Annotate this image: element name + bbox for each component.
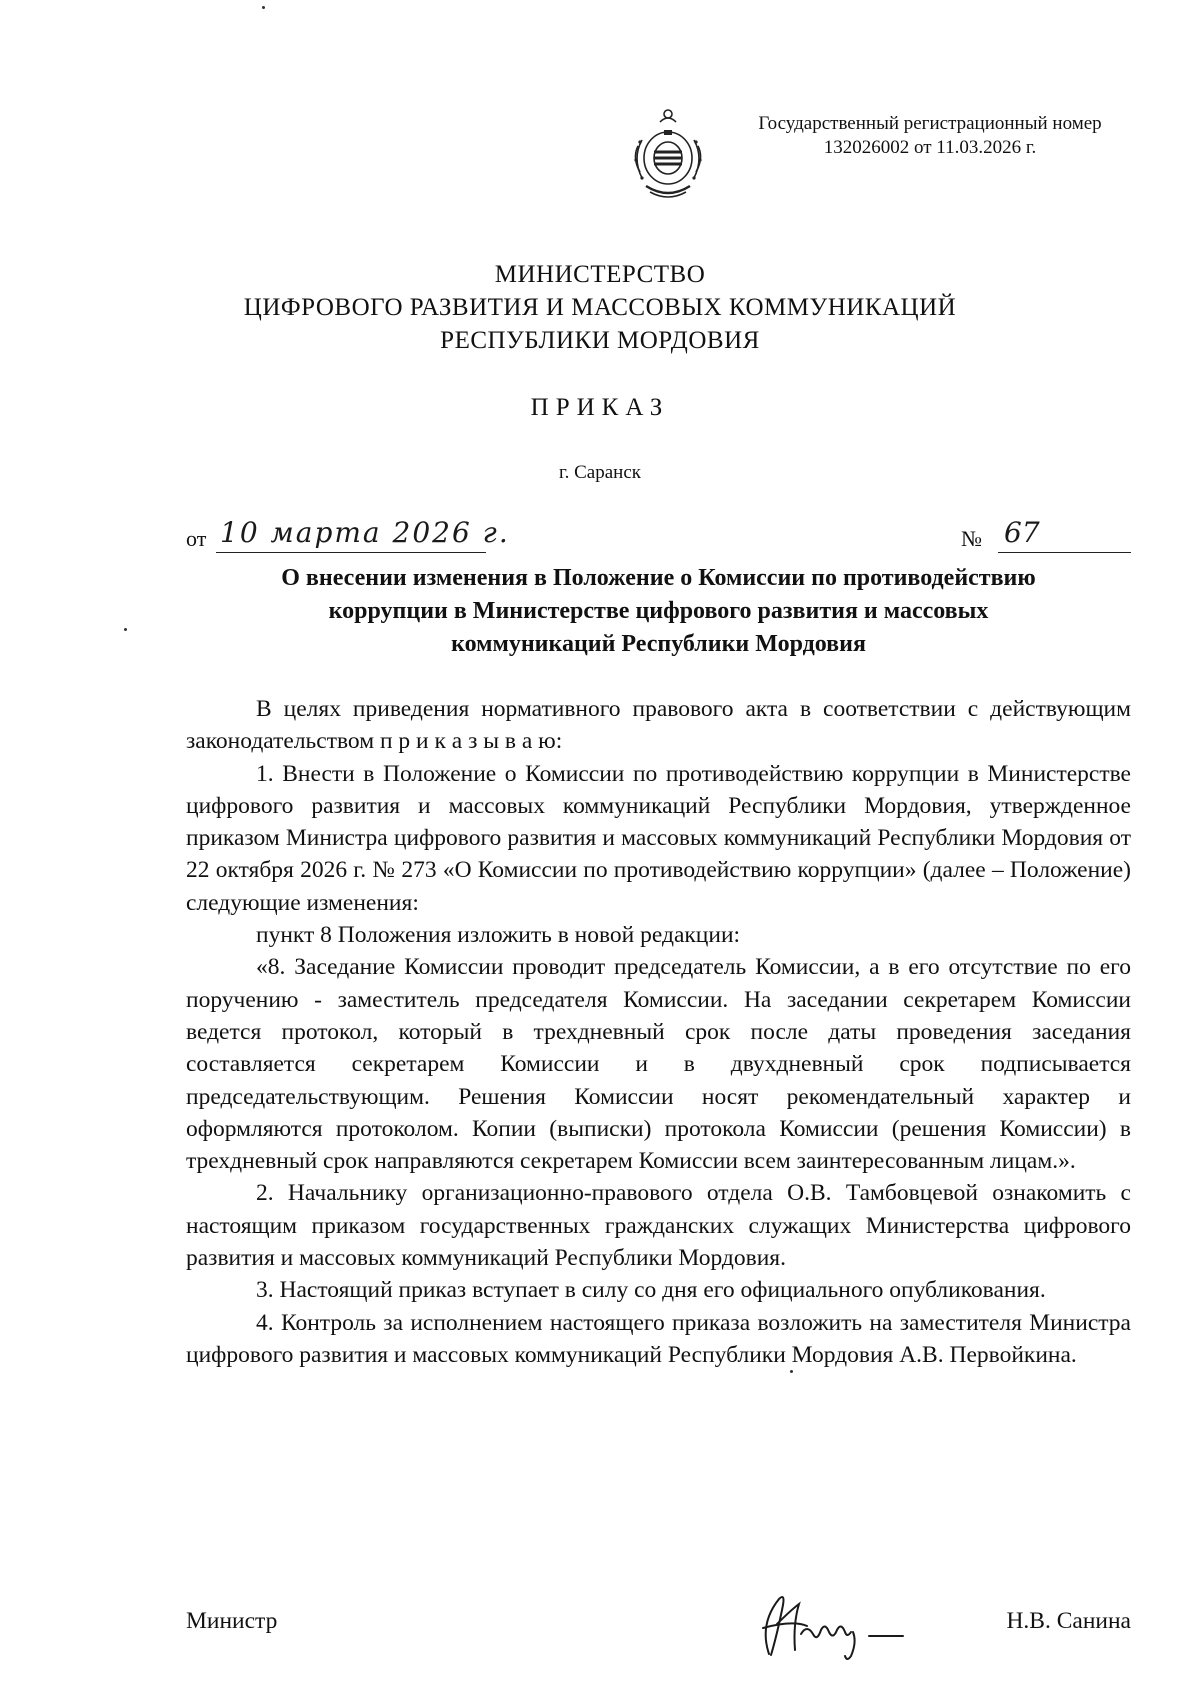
ministry-line-3: РЕСПУБЛИКИ МОРДОВИЯ: [440, 327, 760, 354]
registration-number-block: [720, 112, 1140, 160]
document-type: ПРИКАЗ: [530, 394, 670, 421]
signer-position: Министр: [186, 1608, 278, 1634]
number-label: №: [961, 526, 982, 551]
paragraph-item-4: 4. Контроль за исполнением настоящего приказа возложить на заместителя Министра цифрового развития и массовых коммуникаций Республики Мордовия А.В. Первойкина.: [186, 1309, 1131, 1368]
paragraph-clause-intro: пункт 8 Положения изложить в новой редакции:: [256, 922, 741, 949]
number-underline: [998, 552, 1131, 553]
title-line-2: коррупции в Министерстве цифрового развития и массовых: [328, 598, 989, 624]
scan-speck: [262, 6, 265, 9]
handwritten-date: 10 марта 2026 г.: [220, 516, 510, 549]
document-city: г. Саранск: [558, 462, 642, 483]
document-body: [186, 693, 1131, 1371]
paragraph-item-2: 2. Начальнику организационно-правового отдела О.В. Тамбовцевой ознакомить с настоящим приказом государственных гражданских служащих Министерства цифрового развития и массовых коммуникаций Республики Мордовия.: [186, 1180, 1131, 1272]
scan-speck: [124, 628, 127, 631]
signer-name: Н.В. Санина: [1006, 1608, 1131, 1634]
registration-line-1: Государственный регистрационный номер: [758, 113, 1102, 134]
paragraph-preamble: В целях приведения нормативного правового акта в соответствии с действующим законодательством п р и к а з ы в а ю:: [186, 696, 1131, 755]
date-number-row: [186, 516, 1131, 556]
title-line-1: О внесении изменения в Положение о Комиссии по противодействию: [281, 565, 1036, 591]
paragraph-item-1: 1. Внести в Положение о Комиссии по противодействию коррупции в Министерстве цифрового развития и массовых коммуникаций Республики Мордовия, утвержденное приказом Министра цифрового развития и массовых коммуникаций Республики Мордовия от 22 октября 2026 г. № 273 «О Комиссии по противодействию коррупции» (далее – Положение) следующие изменения:: [186, 760, 1131, 916]
ministry-line-2: ЦИФРОВОГО РАЗВИТИЯ И МАССОВЫХ КОММУНИКАЦИЙ: [243, 294, 957, 321]
signature-block: [186, 1594, 1131, 1664]
ministry-heading: [0, 258, 1200, 357]
date-label: от: [186, 526, 207, 551]
paragraph-item-3: 3. Настоящий приказ вступает в силу со дня его официального опубликования.: [256, 1277, 1046, 1304]
registration-line-2: 132026002 от 11.03.2026 г.: [823, 137, 1037, 158]
scan-speck: [790, 1370, 793, 1373]
ministry-line-1: МИНИСТЕРСТВО: [494, 261, 706, 288]
handwritten-signature: [741, 1584, 931, 1664]
coat-of-arms-icon: [620, 100, 716, 210]
handwritten-number: 67: [1004, 516, 1040, 549]
document-title: [186, 562, 1131, 661]
title-line-3: коммуникаций Республики Мордовия: [451, 631, 866, 657]
paragraph-clause-8: «8. Заседание Комиссии проводит председатель Комиссии, а в его отсутствие по его поручению - заместитель председателя Комиссии. На заседании секретарем Комиссии ведется протокол, который в трехдневный срок после даты проведения заседания составляется секретарем Комиссии и в двухдневный срок подписывается председательствующим. Решения Комиссии носят рекомендательный характер и оформляются протоколом. Копии (выписки) протокола Комиссии (решения Комиссии) в трехдневный срок направляются секретарем Комиссии всем заинтересованным лицам.».: [186, 954, 1131, 1175]
date-underline: [216, 552, 486, 553]
